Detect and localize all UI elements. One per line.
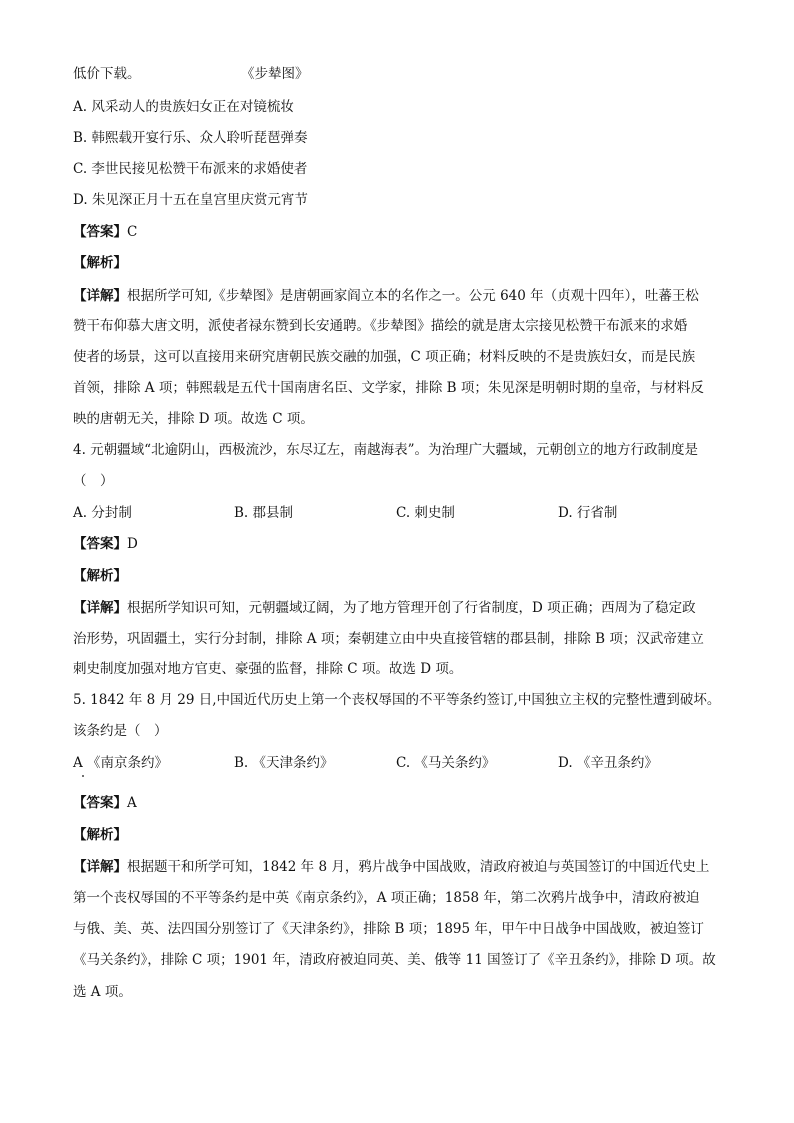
q5-detail-line-5: 选 A 项。	[73, 984, 132, 1000]
q5-detail-line-3: 与俄、美、英、法四国分别签订了《天津条约》，排除 B 项；1895 年，甲午中日战争中国战败，被迫签订	[73, 921, 704, 937]
q4-detail-line-1	[73, 598, 721, 618]
answer-value: C	[127, 224, 138, 240]
q3-analysis-label: 【解析】	[73, 255, 127, 271]
q5-option-a: A 《南京条约》	[73, 755, 169, 771]
q3-tail-left: 低价下载。	[73, 66, 141, 82]
detail-label: 【详解】	[73, 600, 127, 616]
q3-option-c: C. 李世民接见松赞干布派来的求婚使者	[73, 161, 308, 177]
stray-dot-mark	[82, 775, 84, 777]
q3-option-d: D. 朱见深正月十五在皇宫里庆赏元宵节	[73, 192, 308, 208]
q4-stem-line-1: 4. 元朝疆域“北逾阴山，西极流沙，东尽辽左，南越海表”。为治理广大疆域，元朝创立的地方行政制度是	[73, 442, 698, 458]
detail-text: 根据所学可知,《步辇图》是唐朝画家阎立本的名作之一。公元 640 年（贞观十四年），吐蕃王松	[127, 288, 699, 304]
q5-detail-line-2: 第一个丧权辱国的不平等条约是中英《南京条约》，A 项正确；1858 年，第二次鸦片战争中，清政府被迫	[73, 890, 700, 906]
q4-stem-line-2: （ ）	[73, 473, 114, 489]
q4-option-d: D. 行省制	[558, 505, 618, 521]
q3-answer	[73, 222, 721, 242]
q5-options	[73, 753, 721, 773]
q3-option-a: A. 风采动人的贵族妇女正在对镜梳妆	[73, 99, 294, 115]
q4-detail-line-3: 刺史制度加强对地方官吏、豪强的监督，排除 C 项。故选 D 项。	[73, 661, 463, 677]
q5-option-d: D. 《辛丑条约》	[558, 755, 658, 771]
answer-value: D	[127, 536, 138, 552]
q5-stem-line-2: 该条约是（ ）	[73, 723, 168, 739]
detail-text: 根据题干和所学可知，1842 年 8 月，鸦片战争中国战败，清政府被迫与英国签订的中国近代史上	[127, 859, 710, 875]
q4-answer	[73, 534, 721, 554]
q5-option-c: C. 《马关条约》	[396, 755, 496, 771]
q5-analysis-label: 【解析】	[73, 827, 127, 843]
q4-option-a: A. 分封制	[73, 505, 132, 521]
q4-option-b: B. 郡县制	[234, 505, 294, 521]
detail-label: 【详解】	[73, 859, 127, 875]
q3-option-b: B. 韩熙载开宴行乐、众人聆听琵琶弹奏	[73, 130, 308, 146]
q5-stem-line-1: 5. 1842 年 8 月 29 日,中国近代历史上第一个丧权辱国的不平等条约签订,中国独立主权的完整性遭到破坏。	[73, 692, 721, 708]
answer-value: A	[127, 795, 137, 811]
q3-caption-line	[73, 64, 721, 84]
q4-option-c: C. 刺史制	[396, 505, 455, 521]
detail-text: 根据所学知识可知，元朝疆域辽阔，为了地方管理开创了行省制度，D 项正确；西周为了稳定政	[127, 600, 696, 616]
answer-label: 【答案】	[73, 224, 127, 240]
q5-detail-line-4: 《马关条约》，排除 C 项；1901 年，清政府被迫同英、美、俄等 11 国签订了《辛丑条约》，排除 D 项。故	[73, 952, 716, 968]
q4-analysis-label: 【解析】	[73, 568, 127, 584]
q3-detail-line-2: 赞干布仰慕大唐文明，派使者禄东赞到长安通聘。《步辇图》描绘的就是唐太宗接见松赞干布派来的求婚	[73, 318, 688, 334]
q5-option-b: B. 《天津条约》	[234, 755, 334, 771]
q5-answer	[73, 793, 721, 813]
q3-detail-line-3: 使者的场景，这可以直接用来研究唐朝民族交融的加强，C 项正确；材料反映的不是贵族妇女，而是民族	[73, 349, 696, 365]
q4-options	[73, 503, 721, 523]
q3-detail-line-1	[73, 286, 721, 306]
q4-detail-line-2: 治形势，巩固疆土，实行分封制，排除 A 项；秦朝建立由中央直接管辖的郡县制，排除 B 项；汉武帝建立	[73, 631, 704, 647]
detail-label: 【详解】	[73, 288, 127, 304]
q3-detail-line-5: 映的唐朝无关，排除 D 项。故选 C 项。	[73, 411, 314, 427]
q3-detail-line-4: 首领，排除 A 项；韩熙载是五代十国南唐名臣、文学家，排除 B 项；朱见深是明朝时期的皇帝，与材料反	[73, 380, 704, 396]
q3-figure-caption: 《步辇图》	[241, 66, 309, 82]
q5-detail-line-1	[73, 857, 721, 877]
answer-label: 【答案】	[73, 536, 127, 552]
answer-label: 【答案】	[73, 795, 127, 811]
